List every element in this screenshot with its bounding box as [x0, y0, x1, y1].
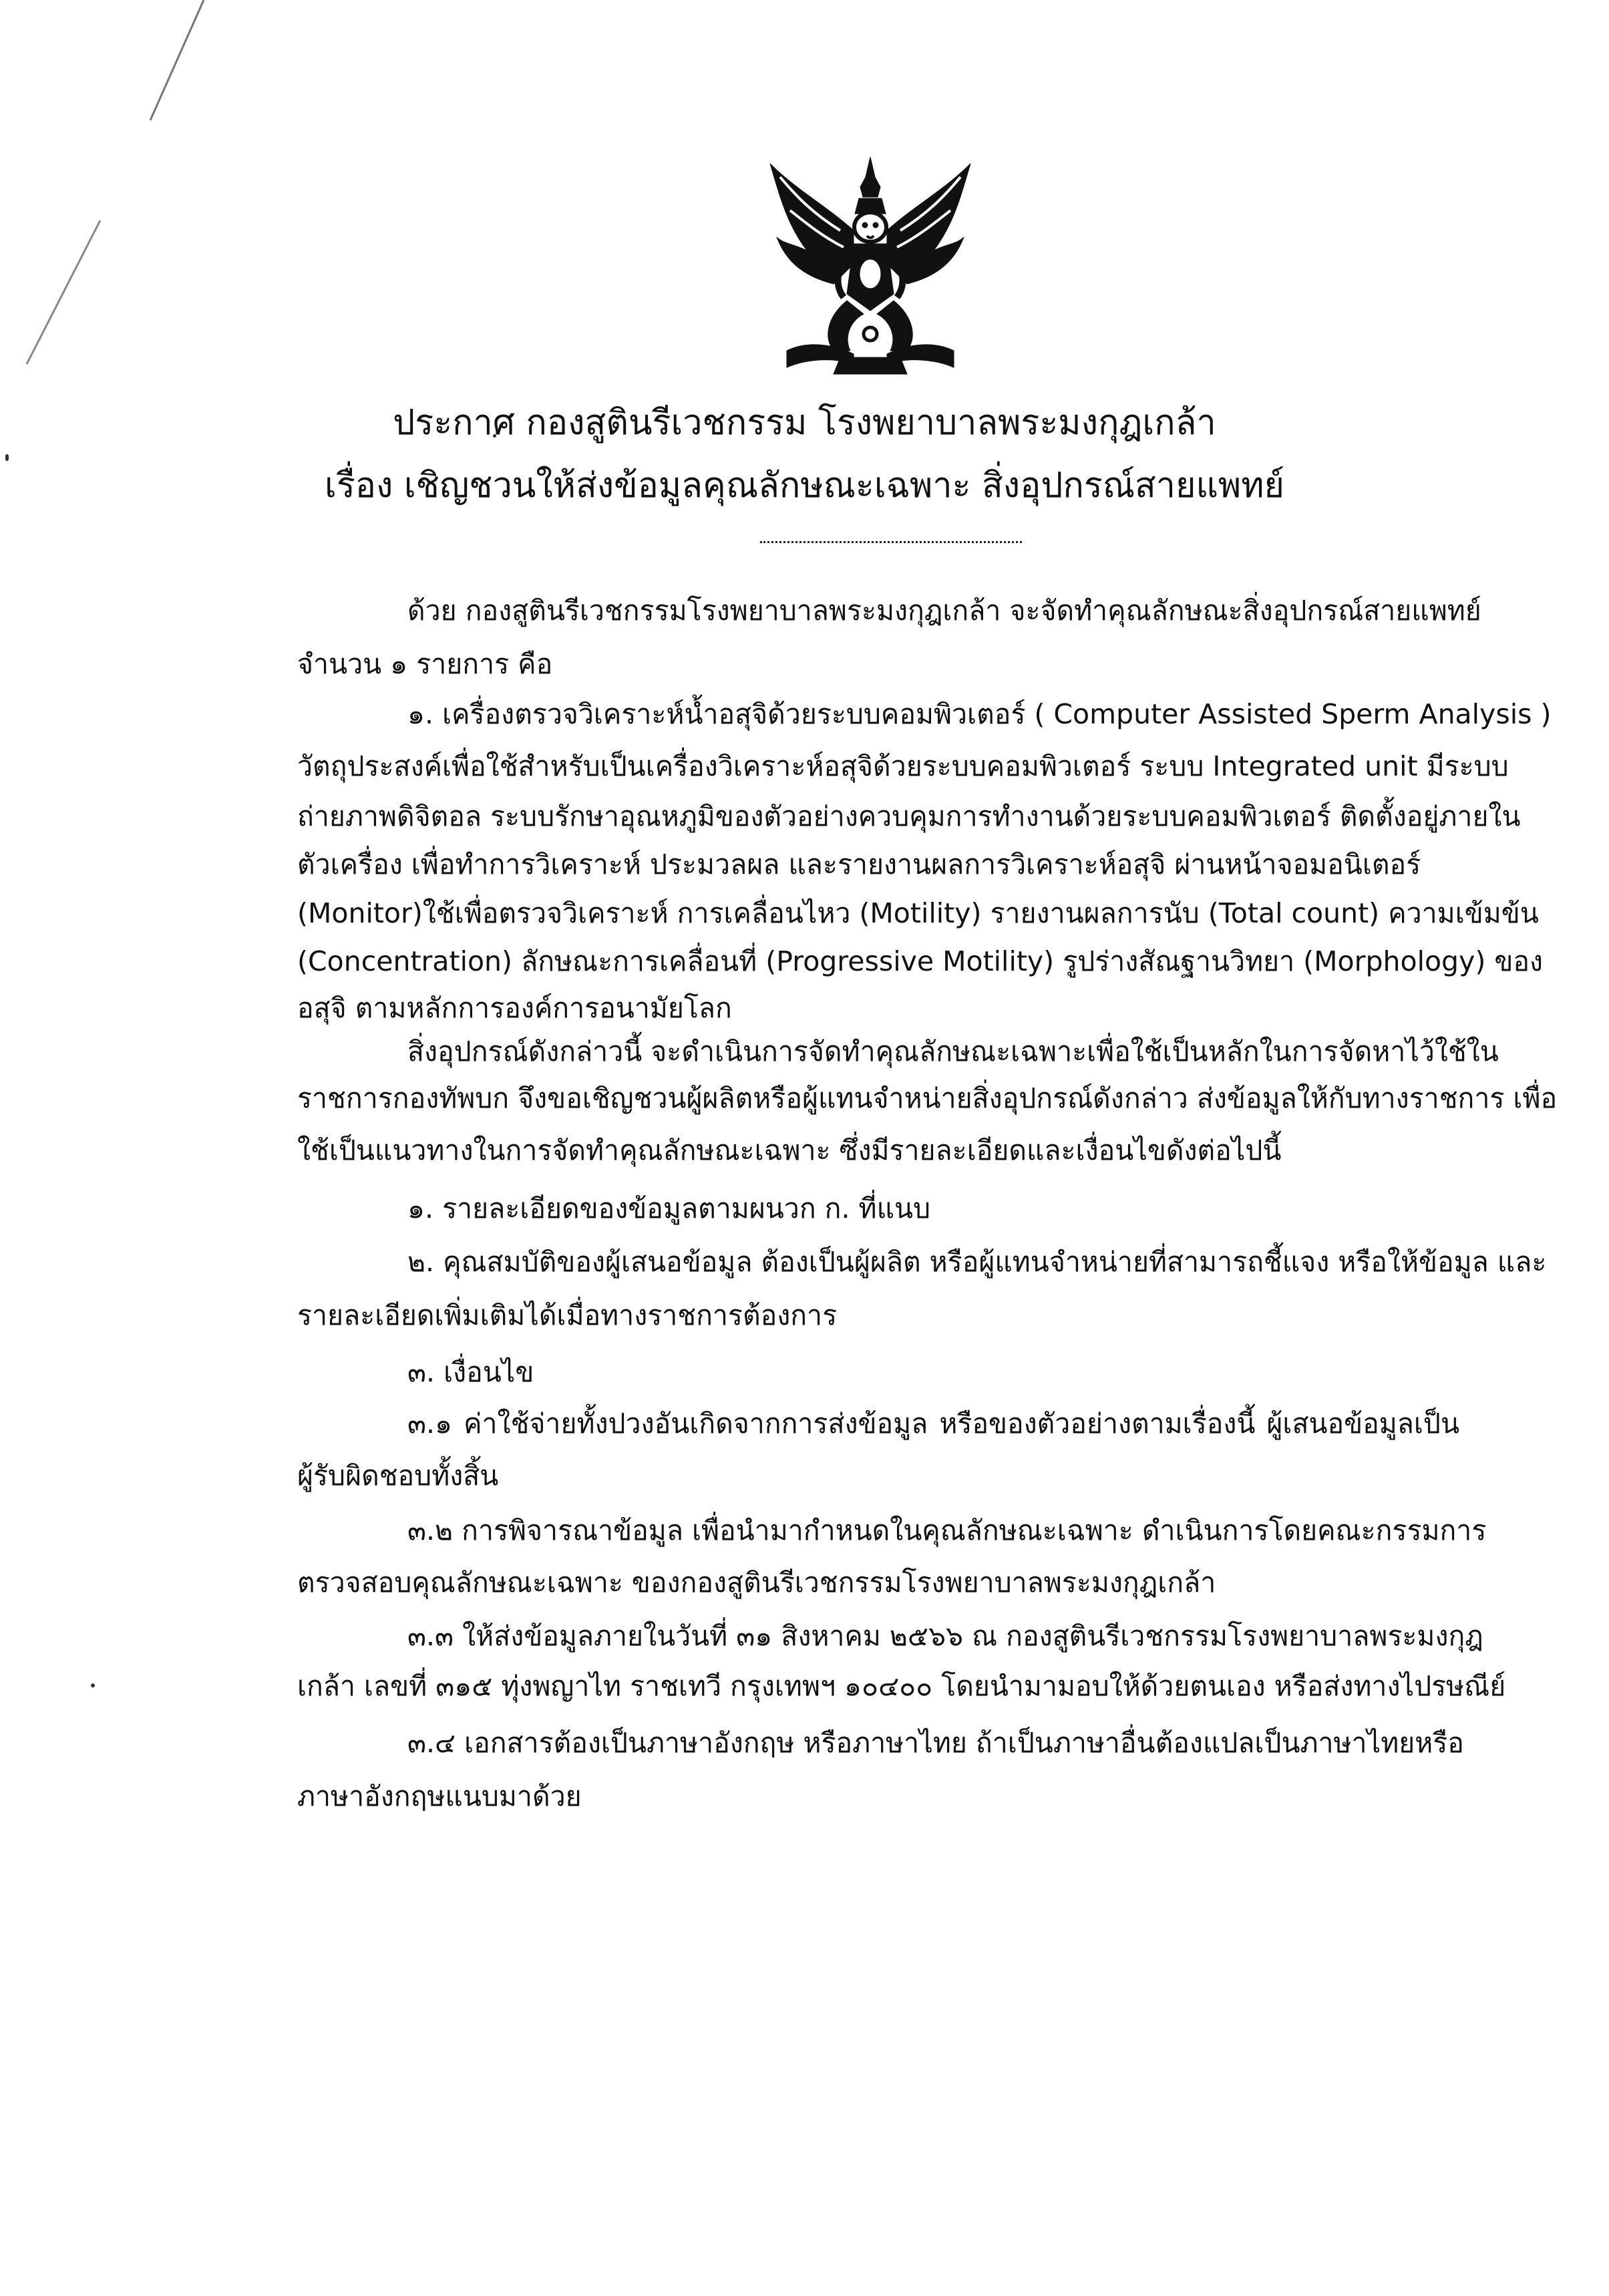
- item1-line-1: ๑. เครื่องตรวจวิเคราะห์น้ำอสุจิด้วยระบบคอมพิวเตอร์ ( Computer Assisted Sperm Analysis ): [407, 698, 1552, 730]
- clause-3-1-line-1: ๓.๑ ค่าใช้จ่ายทั้งปวงอันเกิดจากการส่งข้อมูล หรือของตัวอย่างตามเรื่องนี้ ผู้เสนอข้อมูลเป็น: [407, 1408, 1459, 1440]
- item1-line-2: วัตถุประสงค์เพื่อใช้สำหรับเป็นเครื่องวิเคราะห์อสุจิด้วยระบบคอมพิวเตอร์ ระบบ Integrated unit มีระบบ: [297, 750, 1509, 782]
- clause-3-2-line-2: ตรวจสอบคุณลักษณะเฉพาะ ของกองสูตินรีเวชกรรมโรงพยาบาลพระมงกุฎเกล้า: [297, 1567, 1216, 1599]
- item1-line-3: ถ่ายภาพดิจิตอล ระบบรักษาอุณหภูมิของตัวอย่างควบคุมการทำงานด้วยระบบคอมพิวเตอร์ ติดตั้งอยู่ภายใน: [297, 800, 1521, 832]
- clause-3: ๓. เงื่อนไข: [407, 1356, 534, 1388]
- item1-line-4: ตัวเครื่อง เพื่อทำการวิเคราะห์ ประมวลผล และรายงานผลการวิเคราะห์อสุจิ ผ่านหน้าจอมอนิเตอร์: [297, 848, 1421, 880]
- scan-speck: [5, 454, 9, 461]
- clause-3-4-line-1: ๓.๔ เอกสารต้องเป็นภาษาอังกฤษ หรือภาษาไทย ถ้าเป็นภาษาอื่นต้องแปลเป็นภาษาไทยหรือ: [407, 1727, 1464, 1759]
- clause-2-line-2: รายละเอียดเพิ่มเติมได้เมื่อทางราชการต้องการ: [297, 1299, 838, 1331]
- purpose-line-1: สิ่งอุปกรณ์ดังกล่าวนี้ จะดำเนินการจัดทำคุณลักษณะเฉพาะเพื่อใช้เป็นหลักในการจัดหาไว้ใช้ใน: [407, 1035, 1499, 1068]
- purpose-line-2: ราชการกองทัพบก จึงขอเชิญชวนผู้ผลิตหรือผู้แทนจำหน่ายสิ่งอุปกรณ์ดังกล่าว ส่งข้อมูลให้กับทางราชการ เพื่อ: [297, 1082, 1558, 1114]
- heading-divider: [760, 541, 1022, 543]
- clause-3-4-line-2: ภาษาอังกฤษแนบมาด้วย: [297, 1780, 582, 1812]
- announcement-subject: เรื่อง เชิญชวนให้ส่งข้อมูลคุณลักษณะเฉพาะ สิ่งอุปกรณ์สายแพทย์: [325, 466, 1284, 506]
- intro-line-2: จำนวน ๑ รายการ คือ: [297, 648, 553, 680]
- announcement-title: ประกาศ กองสูตินรีเวชกรรม โรงพยาบาลพระมงกุฎเกล้า: [393, 403, 1216, 443]
- clause-2-line-1: ๒. คุณสมบัติของผู้เสนอข้อมูล ต้องเป็นผู้ผลิต หรือผู้แทนจำหน่ายที่สามารถชี้แจง หรือให้ข้อมูล และ: [407, 1246, 1547, 1278]
- scan-edge-line: [0, 0, 214, 374]
- clause-3-2-line-1: ๓.๒ การพิจารณาข้อมูล เพื่อนำมากำหนดในคุณลักษณะเฉพาะ ดำเนินการโดยคณะกรรมการ: [407, 1514, 1487, 1546]
- clause-3-3-line-1: ๓.๓ ให้ส่งข้อมูลภายในวันที่ ๓๑ สิงหาคม ๒๕๖๖ ณ กองสูตินรีเวชกรรมโรงพยาบาลพระมงกุฎ: [407, 1620, 1483, 1652]
- garuda-emblem-icon: [760, 150, 980, 381]
- item1-line-6: (Concentration) ลักษณะการเคลื่อนที่ (Progressive Motility) รูปร่างสัณฐานวิทยา (Morphology) ของ: [297, 945, 1544, 977]
- clause-1: ๑. รายละเอียดของข้อมูลตามผนวก ก. ที่แนบ: [407, 1192, 931, 1224]
- item1-line-7: อสุจิ ตามหลักการองค์การอนามัยโลก: [297, 992, 732, 1024]
- intro-line-1: ด้วย กองสูตินรีเวชกรรมโรงพยาบาลพระมงกุฎเกล้า จะจัดทำคุณลักษณะสิ่งอุปกรณ์สายแพทย์: [407, 595, 1481, 627]
- clause-3-3-line-2: เกล้า เลขที่ ๓๑๕ ทุ่งพญาไท ราชเทวี กรุงเทพฯ ๑๐๔๐๐ โดยนำมามอบให้ด้วยตนเอง หรือส่งทางไปรษณีย์: [297, 1670, 1506, 1702]
- item1-line-5: (Monitor)ใช้เพื่อตรวจวิเคราะห์ การเคลื่อนไหว (Motility) รายงานผลการนับ (Total count) ความเข้มข้น: [297, 897, 1539, 929]
- clause-3-1-line-2: ผู้รับผิดชอบทั้งสิ้น: [297, 1460, 499, 1492]
- scan-speck: [91, 1683, 95, 1687]
- purpose-line-3: ใช้เป็นแนวทางในการจัดทำคุณลักษณะเฉพาะ ซึ่งมีรายละเอียดและเงื่อนไขดังต่อไปนี้: [297, 1134, 1282, 1166]
